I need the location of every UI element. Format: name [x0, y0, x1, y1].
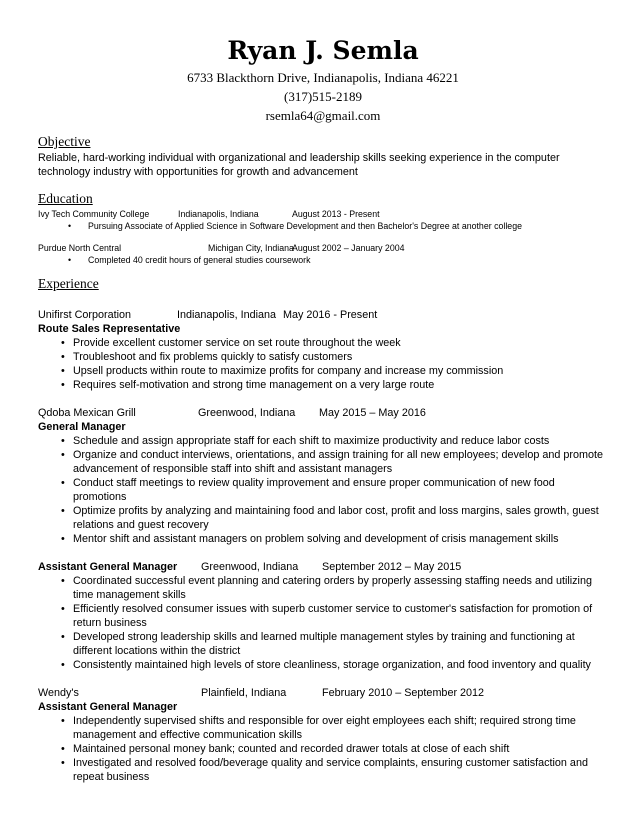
list-item: • Schedule and assign appropriate staff for each shift to maximize productivity and reduce labor costs — [38, 434, 608, 448]
job-title: Assistant General Manager — [38, 561, 178, 573]
list-item: • Completed 40 credit hours of general studies coursework — [38, 254, 608, 266]
job-location: Plainfield, Indiana — [201, 687, 287, 699]
experience-heading: Experience — [38, 276, 99, 291]
list-item: • Efficiently resolved consumer issues with superb customer service to customer's satisfaction for promotion of return business — [38, 602, 608, 630]
address: 6733 Blackthorn Drive, Indianapolis, Indiana 46221 — [187, 70, 459, 85]
job-location: Greenwood, Indiana — [198, 407, 296, 419]
school-location: Indianapolis, Indiana — [178, 209, 259, 219]
school-name: Ivy Tech Community College — [38, 209, 150, 219]
school-dates: August 2002 – January 2004 — [292, 243, 405, 253]
list-item: • Upsell products within route to maximize profits for company and increase my commission — [38, 364, 608, 378]
job-dates: May 2016 - Present — [283, 309, 378, 321]
objective-heading: Objective — [38, 134, 91, 149]
job-entry — [38, 560, 608, 672]
job-title: General Manager — [38, 421, 126, 433]
list-item: • Coordinated successful event planning and catering orders by properly assessing staffing needs and utilizing time management skills — [38, 574, 608, 602]
list-item: • Pursuing Associate of Applied Science in Software Development and then Bachelor's Degree at another college — [38, 220, 608, 232]
list-item: • Consistently maintained high levels of store cleanliness, storage organization, and food inventory and quality — [38, 658, 608, 672]
school-dates: August 2013 - Present — [292, 209, 380, 219]
list-item: • Independently supervised shifts and responsible for over eight employees each shift; required strong time management and effective communication skills — [38, 714, 608, 742]
job-location: Indianapolis, Indiana — [177, 309, 277, 321]
education-heading: Education — [38, 191, 93, 206]
education-entry — [38, 242, 608, 266]
phone: (317)515-2189 — [284, 89, 362, 104]
list-item: • Conduct staff meetings to review quality improvement and ensure proper communication of new food promotions — [38, 476, 608, 504]
email: rsemla64@gmail.com — [265, 108, 381, 123]
objective-text: Reliable, hard-working individual with organizational and leadership skills seeking experience in the computer technology industry with opportunities for growth and advancement — [38, 152, 560, 178]
job-title: Assistant General Manager — [38, 701, 178, 713]
list-item: • Developed strong leadership skills and learned multiple management styles by training and functioning at different locations within the district — [38, 630, 608, 658]
list-item: • Optimize profits by analyzing and maintaining food and labor cost, profit and loss margins, sales growth, guest relations and guest recovery — [38, 504, 608, 532]
education-entry — [38, 208, 608, 232]
school-location: Michigan City, Indiana — [208, 243, 294, 253]
resume-name: Ryan J. Semla — [227, 36, 419, 65]
list-item: • Mentor shift and assistant managers on problem solving and development of crisis management skills — [38, 532, 608, 546]
job-location: Greenwood, Indiana — [201, 561, 299, 573]
job-entry — [38, 686, 608, 784]
list-item: • Organize and conduct interviews, orientations, and assign training for all new employees; develop and promote advancement of responsible staff into shift and assistant managers — [38, 448, 608, 476]
list-item: • Maintained personal money bank; counted and recorded drawer totals at close of each shift — [38, 742, 608, 756]
job-title: Route Sales Representative — [38, 323, 181, 335]
job-dates: May 2015 – May 2016 — [319, 407, 426, 419]
list-item: • Requires self-motivation and strong time management on a very large route — [38, 378, 608, 392]
job-company: Unifirst Corporation — [38, 309, 132, 321]
list-item: • Investigated and resolved food/beverage quality and service complaints, ensuring customer satisfaction and repeat business — [38, 756, 608, 784]
job-dates: February 2010 – September 2012 — [322, 687, 485, 699]
job-company: Wendy's — [38, 687, 79, 699]
list-item: • Provide excellent customer service on set route throughout the week — [38, 336, 608, 350]
job-dates: September 2012 – May 2015 — [322, 561, 462, 573]
school-name: Purdue North Central — [38, 243, 122, 253]
job-company: Qdoba Mexican Grill — [38, 407, 136, 419]
job-entry — [38, 406, 608, 546]
list-item: • Troubleshoot and fix problems quickly to satisfy customers — [38, 350, 608, 364]
job-entry — [38, 308, 608, 392]
